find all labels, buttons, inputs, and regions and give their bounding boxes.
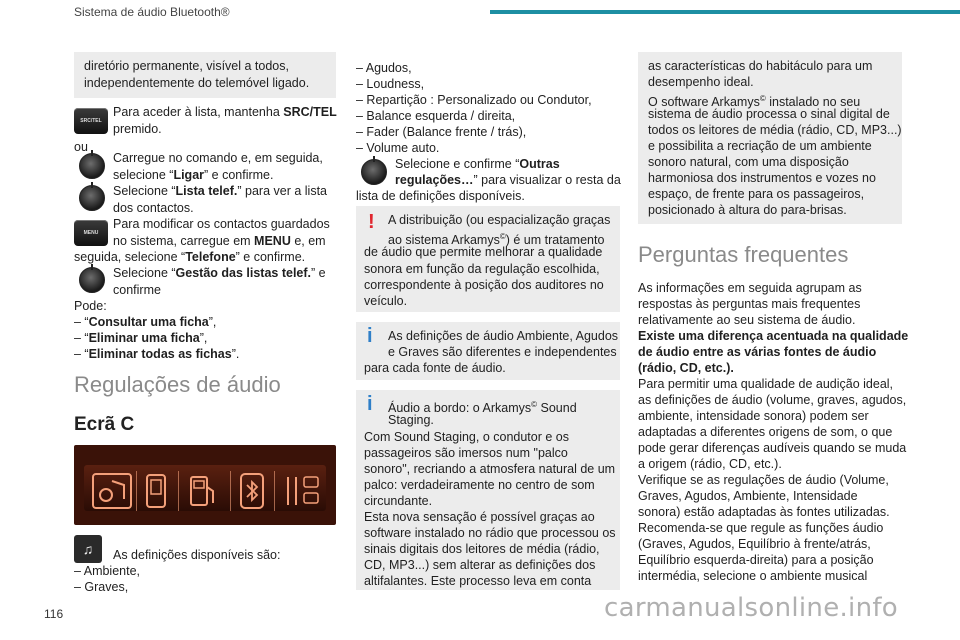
faq-question: Existe uma diferença acentuada na qualidade (638, 329, 909, 343)
info-line: palco: verdadeiramente no centro de som (364, 478, 595, 492)
info-line: Com Sound Staging, o condutor e os (364, 430, 569, 444)
body-text: respostas às perguntas mais frequentes (638, 297, 861, 311)
subsection-heading: Ecrã C (74, 414, 135, 435)
instruction-text: selecione “Ligar” e confirme. (113, 168, 274, 182)
info-line: e Graves são diferentes e independentes (388, 345, 617, 359)
list-item: – Repartição : Personalizado ou Condutor, (356, 93, 592, 107)
running-header: Sistema de áudio Bluetooth® (74, 5, 230, 19)
box-line: espaço, de frente para os passageiros, (648, 187, 865, 201)
box-line: harmoniosa dos instrumentos e vozes no (648, 171, 876, 185)
settings-icon (282, 473, 322, 509)
faq-answer: Para permitir uma qualidade de audição ideal, (638, 377, 894, 391)
info-icon: i (367, 325, 373, 347)
section-heading: Perguntas frequentes (638, 242, 849, 267)
info-line: sinais digitais dos leitores de média (rádio, (364, 542, 600, 556)
faq-answer: as definições de áudio (volume, graves, agudos, (638, 393, 907, 407)
instruction-text: Para aceder à lista, mantenha SRC/TEL (113, 105, 337, 119)
instruction-text: Selecione “Lista telef.” para ver a lista (113, 184, 327, 198)
rotary-knob-icon (74, 150, 108, 182)
warning-line: correspondente à posição dos auditores no (364, 278, 604, 292)
box-line: sonoro natural, com uma disposição (648, 155, 849, 169)
info-box-continued (638, 52, 902, 224)
faq-answer: a origem (rádio, CD, etc.). (638, 457, 782, 471)
faq-answer: ambiente, intensidade sonora) podem ser (638, 409, 869, 423)
instruction-text: confirme (113, 283, 161, 297)
faq-answer: intermédia, selecione o ambiente musical (638, 569, 868, 583)
instruction-text: Para modificar os contactos guardados (113, 217, 330, 231)
music-note-icon: ♫ (74, 535, 102, 563)
info-line: Staging. (388, 413, 434, 427)
list-item: – Loudness, (356, 77, 425, 91)
faq-answer: Verifique se as regulações de áudio (Volume, (638, 473, 889, 487)
instruction-text: premido. (113, 122, 162, 136)
box-line: todos os leitores de média (rádio, CD, MP3...) (648, 123, 902, 137)
warning-line: sonora em função da regulação escolhida, (364, 262, 600, 276)
display-screen-image (74, 445, 336, 525)
info-icon: i (367, 393, 373, 415)
watermark-text: carmanualsonline.info (604, 593, 899, 623)
info-line: para cada fonte de áudio. (364, 361, 506, 375)
audio-icon (92, 473, 132, 509)
menu-button-icon: MENU (74, 220, 108, 246)
info-line: software instalado no rádio que processou os (364, 526, 616, 540)
faq-answer: (Graves, Agudos, Equilíbrio à frente/atrás, (638, 537, 871, 551)
info-line: altifalantes. Este processo leva em conta (364, 574, 592, 588)
info-line: circundante. (364, 494, 433, 508)
body-text: Pode: (74, 299, 107, 313)
header-accent-bar (490, 10, 960, 14)
warning-icon: ! (368, 211, 375, 233)
list-item: – “Eliminar uma ficha”, (74, 331, 208, 345)
bluetooth-icon (240, 473, 264, 509)
list-item: – Fader (Balance frente / trás), (356, 125, 527, 139)
list-item: – Agudos, (356, 61, 412, 75)
info-box (356, 322, 620, 380)
body-text: relativamente ao seu sistema de áudio. (638, 313, 856, 327)
box-line: desempenho ideal. (648, 75, 754, 89)
fuel-icon (188, 473, 218, 509)
warning-line: A distribuição (ou espacialização graças (388, 213, 611, 227)
instruction-text: Selecione e confirme “Outras (395, 157, 560, 171)
section-heading: Regulações de áudio (74, 372, 281, 397)
info-line: passageiros são imersos num "palco (364, 446, 568, 460)
instruction-text: lista de definições disponíveis. (356, 189, 525, 203)
warning-line: ao sistema Arkamys©) é um tratamento (388, 232, 605, 248)
phone-icon (144, 473, 168, 509)
list-item: – Volume auto. (356, 141, 440, 155)
box-line: independentemente do telemóvel ligado. (84, 76, 310, 90)
src-tel-button-icon: SRC/TEL (74, 108, 108, 134)
warning-box (356, 206, 620, 312)
faq-answer: Recomenda-se que regule as funções áudio (638, 521, 884, 535)
faq-answer: Equilíbrio esquerda-direita) para a posição (638, 553, 874, 567)
warning-line: de áudio que permite melhorar a qualidade (364, 245, 603, 259)
info-line: sonoro", recriando a atmosfera natural de um (364, 462, 616, 476)
list-item: – “Consultar uma ficha”, (74, 315, 217, 329)
info-box (74, 52, 336, 98)
or-text: ou (74, 140, 88, 154)
faq-answer: sonora) estão adaptadas às fontes utilizadas. (638, 505, 890, 519)
rotary-knob-icon (356, 156, 390, 188)
faq-question: (rádio, CD, etc.). (638, 361, 734, 375)
info-line: Áudio a bordo: o Arkamys© Sound (388, 400, 577, 416)
info-line: Esta nova sensação é possível graças ao (364, 510, 595, 524)
box-line: as características do habitáculo para um (648, 59, 873, 73)
info-box (356, 390, 620, 590)
page-number: 116 (44, 607, 64, 621)
box-line: posicionado à altura do para-brisas. (648, 203, 847, 217)
faq-answer: adaptadas a diferentes origens de som, o que (638, 425, 893, 439)
box-line: diretório permanente, visível a todos, (84, 59, 289, 73)
instruction-text: dos contactos. (113, 201, 194, 215)
instruction-text: Carregue no comando e, em seguida, (113, 151, 323, 165)
info-line: CD, MP3...) sem alterar as definições dos (364, 558, 596, 572)
list-item: – Graves, (74, 580, 129, 594)
list-item: – Balance esquerda / direita, (356, 109, 516, 123)
instruction-text: no sistema, carregue em MENU e, em (113, 234, 326, 248)
faq-question: de áudio entre as várias fontes de áudio (638, 345, 877, 359)
warning-line: veículo. (364, 294, 408, 308)
faq-answer: Graves, Agudos, Ambiente, Intensidade (638, 489, 858, 503)
body-text: As definições disponíveis são: (113, 548, 281, 562)
body-text: As informações em seguida agrupam as (638, 281, 862, 295)
box-line: sistema de áudio processa o sinal digital de (648, 107, 890, 121)
rotary-knob-icon (74, 264, 108, 296)
list-item: – “Eliminar todas as fichas”. (74, 347, 240, 361)
instruction-text: Selecione “Gestão das listas telef.” e (113, 266, 326, 280)
instruction-text: regulações…” para visualizar o resta da (395, 173, 621, 187)
faq-answer: pode gerar diferenças audíveis quando se muda (638, 441, 907, 455)
info-line: As definições de áudio Ambiente, Agudos (388, 329, 619, 343)
list-item: – Ambiente, (74, 564, 141, 578)
box-line: O software Arkamys© instalado no seu (648, 94, 861, 110)
box-line: e possibilita a recriação de um ambiente (648, 139, 872, 153)
instruction-text: seguida, selecione “Telefone” e confirme. (74, 250, 306, 264)
rotary-knob-icon (74, 182, 108, 214)
